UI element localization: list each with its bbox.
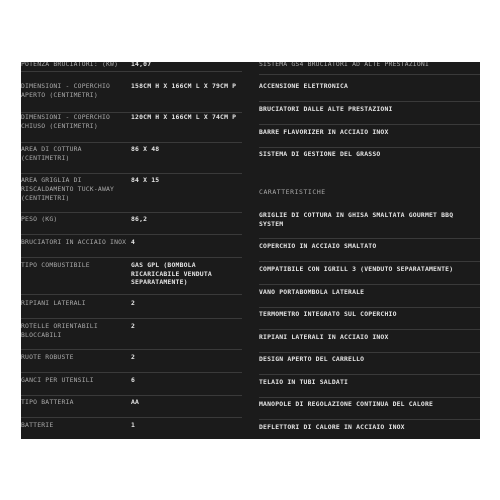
spec-row [21, 238, 242, 258]
spec-label: TIPO BATTERIA [21, 398, 74, 406]
spec-label: DIMENSIONI - COPERCHIO APERTO (CENTIMETRI) [21, 82, 111, 99]
spec-row [21, 113, 242, 143]
characteristic-text: COMPATIBILE CON IGRILL 3 (VENDUTO SEPARATAMENTE) [259, 265, 454, 273]
spec-label: AREA GRIGLIA DI RISCALDAMENTO TUCK-AWAY (CENTIMETRI) [21, 176, 115, 202]
characteristic-text: VANO PORTABOMBOLA LATERALE [259, 288, 365, 296]
characteristic-text: TELAIO IN TUBI SALDATI [259, 378, 349, 386]
features-column [259, 62, 480, 439]
feature-text: BARRE FLAVORIZER IN ACCIAIO INOX [259, 128, 389, 136]
spec-value: 2 [131, 322, 136, 330]
spec-row [21, 261, 242, 295]
spec-value: 2 [131, 299, 136, 307]
spec-value: 1 [131, 421, 136, 429]
spec-label: PESO (KG) [21, 215, 58, 223]
spec-value: 158CM H X 166CM L X 79CM P [131, 82, 237, 90]
spec-row [21, 322, 242, 350]
spec-label: RUOTE ROBUSTE [21, 353, 74, 361]
spec-row [21, 299, 242, 319]
characteristic-row [259, 288, 480, 308]
spec-row [21, 215, 242, 235]
characteristic-row [259, 333, 480, 353]
feature-row [259, 105, 480, 125]
spec-label: TIPO COMBUSTIBILE [21, 261, 90, 269]
feature-row [259, 82, 480, 102]
characteristic-row [259, 310, 480, 330]
spec-row [21, 398, 242, 418]
spec-label: RIPIANI LATERALI [21, 299, 86, 307]
spec-panel [21, 62, 480, 439]
spec-value: GAS GPL (BOMBOLA RICARICABILE VENDUTA SEPARATAMENTE) [131, 261, 212, 287]
characteristic-text: DESIGN APERTO DEL CARRELLO [259, 355, 365, 363]
spec-row [21, 376, 242, 396]
spec-row [21, 421, 242, 439]
spec-value: 4 [131, 238, 136, 246]
characteristic-row [259, 400, 480, 420]
spec-label: ROTELLE ORIENTABILI BLOCCABILI [21, 322, 98, 339]
spec-row [21, 176, 242, 213]
spec-row [21, 353, 242, 373]
feature-row [259, 150, 480, 172]
spec-value: 14,07 [131, 62, 152, 68]
characteristic-text: DEFLETTORI DI CALORE IN ACCIAIO INOX [259, 423, 405, 431]
specifications-column [21, 62, 242, 439]
spec-value: 86,2 [131, 215, 148, 223]
characteristics-heading: CARATTERISTICHE [259, 188, 326, 196]
spec-value: 2 [131, 353, 136, 361]
feature-text: ACCENSIONE ELETTRONICA [259, 82, 349, 90]
spec-label: BATTERIE [21, 421, 54, 429]
spec-label: GANCI PER UTENSILI [21, 376, 94, 384]
characteristic-text: COPERCHIO IN ACCIAIO SMALTATO [259, 242, 377, 250]
characteristic-row [259, 355, 480, 375]
spec-label: BRUCIATORI IN ACCIAIO INOX [21, 238, 127, 246]
feature-text: BRUCIATORI DALLE ALTE PRESTAZIONI [259, 105, 393, 113]
spec-value: 6 [131, 376, 136, 384]
characteristic-text: MANOPOLE DI REGOLAZIONE CONTINUA DEL CALORE [259, 400, 434, 408]
spec-row [21, 82, 242, 113]
characteristic-row [259, 265, 480, 285]
spec-row [21, 62, 242, 72]
characteristic-text: TERMOMETRO INTEGRATO SUL COPERCHIO [259, 310, 397, 318]
characteristic-row [259, 211, 480, 239]
characteristic-row [259, 423, 480, 439]
spec-label: DIMENSIONI - COPERCHIO CHIUSO (CENTIMETRI) [21, 113, 111, 130]
characteristic-text: RIPIANI LATERALI IN ACCIAIO INOX [259, 333, 389, 341]
feature-text: SISTEMA GS4 BRUCIATORI AD ALTE PRESTAZIONI [259, 62, 429, 68]
spec-value: AA [131, 398, 140, 406]
spec-value: 86 X 48 [131, 145, 160, 153]
characteristic-row [259, 378, 480, 398]
characteristic-text: GRIGLIE DI COTTURA IN GHISA SMALTATA GOURMET BBQ SYSTEM [259, 211, 454, 228]
feature-row [259, 128, 480, 148]
spec-row [21, 145, 242, 174]
feature-text: SISTEMA DI GESTIONE DEL GRASSO [259, 150, 381, 158]
spec-label: AREA DI COTTURA (CENTIMETRI) [21, 145, 82, 162]
spec-label: POTENZA BRUCIATORI: (KW) [21, 62, 119, 68]
feature-row [259, 62, 480, 75]
spec-value: 120CM H X 166CM L X 74CM P [131, 113, 237, 121]
characteristic-row [259, 242, 480, 262]
spec-value: 84 X 15 [131, 176, 160, 184]
